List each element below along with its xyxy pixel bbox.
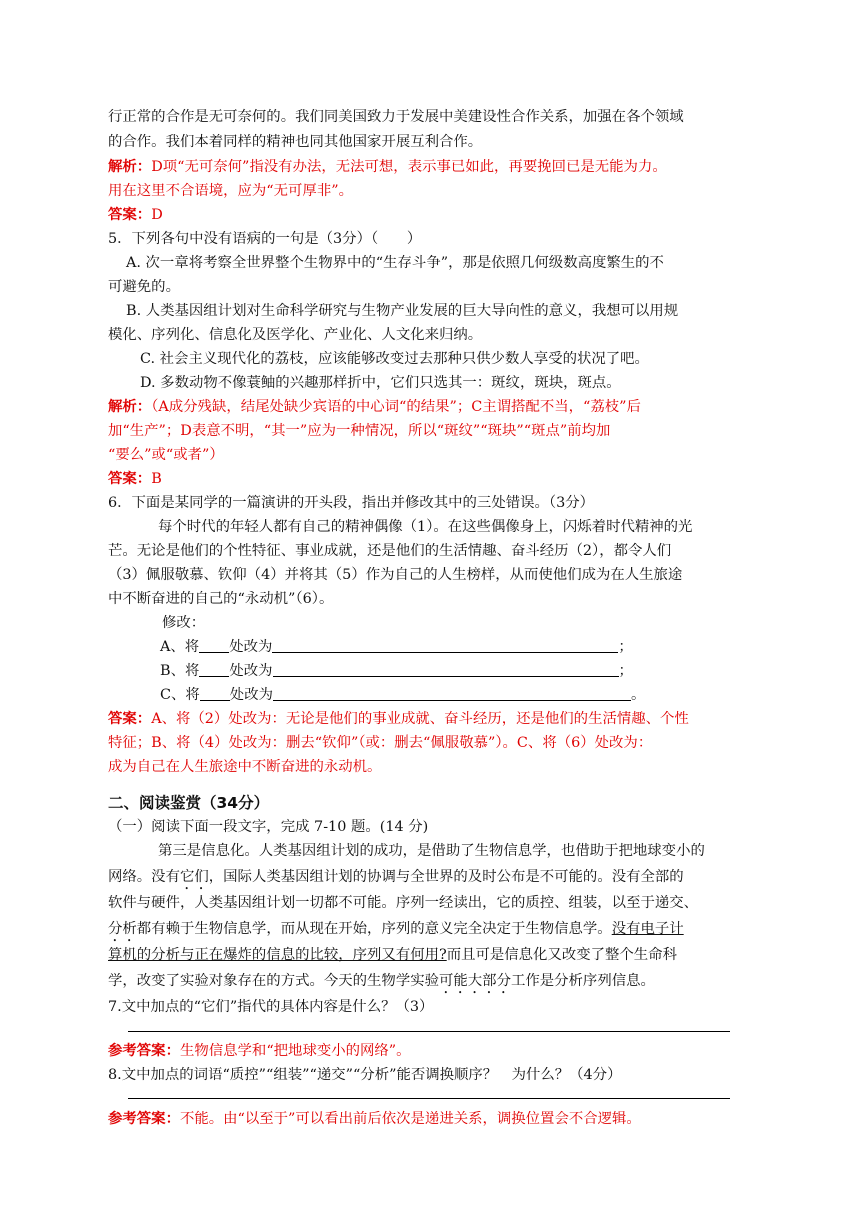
passage-line-1: 第三是信息化。人类基因组计划的成功，是借助了生物信息学，也借助于把地球变小的 [158, 843, 705, 859]
q5-analysis-line-1 [108, 396, 641, 418]
answer-text: 不能。由“以至于”可以看出前后依次是递进关系，调换位置会不合逻辑。 [179, 1111, 641, 1127]
dotted-word-fenxi: 分析 [108, 921, 137, 937]
analysis-label: 解析： [108, 398, 152, 415]
q5-option-b-line-2: 模化、序列化、信息化及医学化、产业化、人文化来归纳。 [108, 327, 483, 343]
passage-text: 而且可是信息化又改变了整个生命科 [446, 947, 677, 963]
passage-text: 网络。没有 [108, 869, 180, 885]
q4-analysis-line-2: 用在这里不合语境，应为“无可厚非”。 [108, 183, 353, 199]
row-c-position-blank[interactable] [200, 686, 230, 701]
underlined-sentence: 没有电子计 [611, 921, 684, 937]
q5-option-a-line-2: 可避免的。 [108, 279, 180, 295]
passage-line-3: 软件与硬件，人类基因组计划一切都不可能。序列一经读出，它的质控、组装，以至于递交、 [108, 895, 699, 911]
q6-row-c [160, 684, 645, 706]
q6-row-a [160, 636, 633, 658]
row-b-revision-blank[interactable] [273, 662, 619, 677]
dotted-word-tamen: 它们 [179, 869, 209, 885]
q4-text-line-2: 的合作。我们本着同样的精神也同其他国家开展互利合作。 [108, 134, 483, 150]
q8-answer-line[interactable] [128, 1098, 730, 1099]
q4-analysis-line-1 [108, 156, 667, 178]
row-c-revision-blank[interactable] [273, 686, 631, 701]
q5-option-c: C. 社会主义现代化的荔枝，应该能够改变过去那种只供少数人享受的状况了吧。 [140, 351, 649, 367]
row-a-revision-blank[interactable] [272, 638, 618, 653]
dotted-word-kenengdabufen: 可能大部分 [439, 973, 511, 989]
q5-option-a-line-1: A. 次一章将考察全世界整个生物界中的“生存斗争”，那是依照几何级数高度繁生的不 [126, 255, 664, 271]
analysis-text: D项“无可奈何”指没有办法，无法可想，表示事已如此，再要挽回已是无能为力。 [151, 159, 667, 175]
q4-text-line-1: 行正常的合作是无可奈何的。我们同美国致力于发展中美建设性合作关系，加强在各个领域 [108, 109, 684, 125]
answer-label: 答案： [108, 470, 152, 487]
q6-stem: 6．下面是某同学的一篇演讲的开头段，指出并修改其中的三处错误。（3分） [108, 495, 595, 511]
q7-answer [108, 1040, 411, 1062]
q6-passage-line-4: 中不断奋进的自己的“永动机”（6）。 [108, 591, 334, 607]
q5-analysis-line-3: “要么”或“或者”） [108, 447, 224, 463]
passage-line-6 [108, 970, 655, 997]
answer-label: 参考答案： [108, 1042, 180, 1059]
row-b-prefix: B、将 [160, 663, 200, 679]
q8-answer [108, 1108, 641, 1130]
q5-stem: 5．下列各句中没有语病的一句是（3分）（ ） [108, 231, 422, 247]
section-heading: 二、阅读鉴赏（34分） [108, 794, 270, 812]
q4-answer [108, 204, 163, 226]
row-c-mid: 处改为 [229, 687, 273, 703]
analysis-label: 解析： [108, 158, 152, 175]
passage-line-2 [108, 866, 684, 893]
answer-text: A、将（2）处改为：无论是他们的事业成就、奋斗经历，还是他们的生活情趣、个性 [151, 711, 689, 727]
section-subheading: （一）阅读下面一段文字，完成 7-10 题。(14 分) [108, 819, 429, 835]
q5-option-d: D. 多数动物不像蓑鲉的兴趣那样折中，它们只选其一：斑纹，斑块，斑点。 [140, 375, 621, 391]
q6-answer-line-1 [108, 708, 689, 730]
q6-row-b [160, 660, 633, 682]
row-a-position-blank[interactable] [199, 638, 229, 653]
q7-answer-line[interactable] [128, 1031, 730, 1032]
passage-text: 学，改变了实验对象存在的方式。今天的生物学实验 [108, 973, 439, 989]
q5-answer [108, 468, 162, 490]
q6-passage-line-1: 每个时代的年轻人都有自己的精神偶像（1）。在这些偶像身上，闪烁着时代精神的光 [158, 519, 693, 535]
answer-label: 答案： [108, 206, 152, 223]
row-b-position-blank[interactable] [199, 662, 229, 677]
passage-text: 都有赖于生物信息学，而从现在开始，序列的意义完全决定于生物信息学。 [136, 921, 612, 937]
row-b-mid: 处改为 [229, 663, 273, 679]
q6-answer-line-2: 特征；B、将（4）处改为：删去“钦仰”（或：删去“佩服敬慕”）。C、将（6）处改为： [108, 735, 653, 751]
row-c-period: 。 [630, 687, 646, 703]
q8-stem: 8.文中加点的词语“质控”“组装”“递交”“分析”能否调换顺序？ 为什么？（4分） [108, 1067, 622, 1083]
row-b-semicolon: ； [618, 663, 633, 679]
answer-label: 答案： [108, 710, 152, 727]
q7-stem: 7.文中加点的“它们”指代的具体内容是什么？（3） [108, 999, 434, 1015]
underlined-sentence: 算机的分析与正在爆炸的信息的比较，序列又有何用? [108, 947, 447, 963]
answer-text: D [151, 207, 163, 223]
q5-analysis-line-2: 加“生产”；D表意不明，“其一”应为一种情况，所以“斑纹”“斑块”“斑点”前均加 [108, 423, 611, 439]
passage-text: 工作是分析序列信息。 [510, 973, 655, 989]
passage-line-5 [108, 944, 677, 966]
q6-passage-line-3: （3）佩服敬慕、钦仰（4）并将其（5）作为自己的人生榜样，从而使他们成为在人生旅途 [108, 567, 683, 583]
q6-passage-line-2: 芒。无论是他们的个性特征、事业成就，还是他们的生活情趣、奋斗经历（2），都令人们 [108, 543, 672, 559]
passage-line-4 [108, 918, 684, 945]
q6-answer-line-3: 成为自己在人生旅途中不断奋进的永动机。 [108, 759, 382, 775]
row-c-prefix: C、将 [160, 687, 200, 703]
q6-revise-label: 修改： [162, 615, 206, 631]
answer-text: 生物信息学和“把地球变小的网络”。 [179, 1043, 411, 1059]
q5-option-b-line-1: B. 人类基因组计划对生命科学研究与生物产业发展的巨大导向性的意义，我想可以用规 [126, 303, 679, 319]
passage-text: ，国际人类基因组计划的协调与全世界的及时公布是不可能的。没有全部的 [208, 869, 684, 885]
row-a-semicolon: ； [618, 639, 633, 655]
answer-text: B [151, 471, 162, 487]
analysis-text: （A成分残缺，结尾处缺少宾语的中心词“的结果”；C主谓搭配不当，“荔枝”后 [151, 399, 641, 415]
row-a-mid: 处改为 [229, 639, 273, 655]
row-a-prefix: A、将 [160, 639, 200, 655]
answer-label: 参考答案： [108, 1110, 180, 1127]
